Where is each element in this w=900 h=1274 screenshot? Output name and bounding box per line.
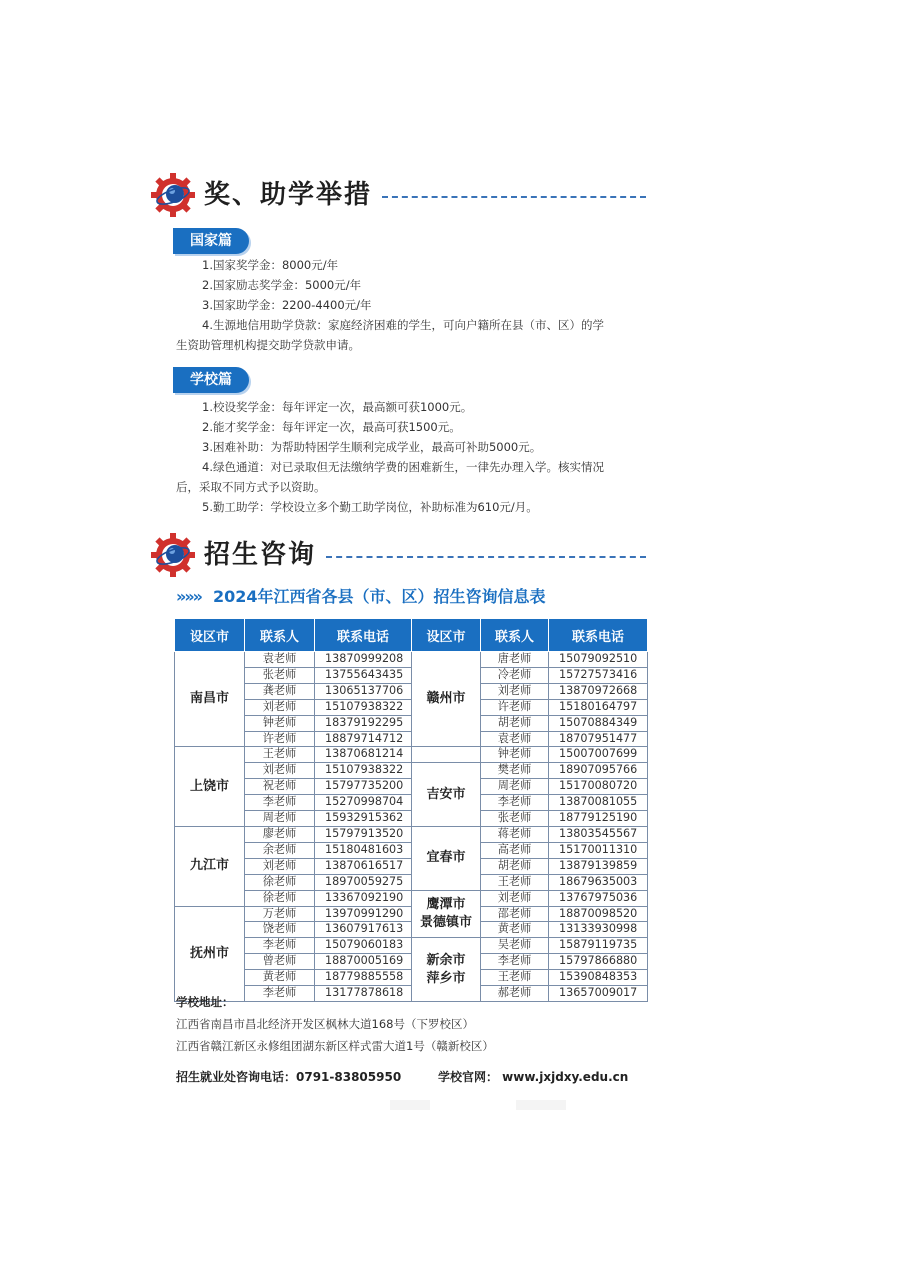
- gear-globe-icon: [150, 172, 196, 218]
- contact-name-cell: 张老师: [245, 667, 315, 683]
- table-row: [175, 715, 648, 731]
- table-row: [175, 763, 648, 779]
- contact-name-cell: 李老师: [245, 986, 315, 1002]
- gear-globe-icon: [150, 532, 196, 578]
- contact-name-cell: 吴老师: [481, 938, 549, 954]
- contact-name-cell: 刘老师: [481, 683, 549, 699]
- contact-name-cell: 刘老师: [481, 890, 549, 906]
- contact-phone-cell: 15170080720: [549, 779, 648, 795]
- table-row: [175, 842, 648, 858]
- contact-name-cell: 周老师: [481, 779, 549, 795]
- contact-phone-cell: 15079060183: [315, 938, 412, 954]
- list-item: 生资助管理机构提交助学贷款申请。: [176, 338, 360, 352]
- table-row: [175, 922, 648, 938]
- table-row: [175, 699, 648, 715]
- city-cell: 南昌市: [175, 652, 245, 747]
- dashed-divider: [326, 556, 646, 558]
- contact-name-cell: 唐老师: [481, 652, 549, 668]
- contact-name-cell: 袁老师: [245, 652, 315, 668]
- city-cell: 新余市 萍乡市: [412, 938, 481, 1002]
- contact-phone-cell: 15727573416: [549, 667, 648, 683]
- contact-name-cell: 黄老师: [481, 922, 549, 938]
- table-row: [175, 731, 648, 747]
- contact-phone-cell: 15007007699: [549, 747, 648, 763]
- contact-name-cell: 李老师: [481, 954, 549, 970]
- contact-phone-cell: 15270998704: [315, 795, 412, 811]
- contact-phone-cell: 13870616517: [315, 858, 412, 874]
- table-row: [175, 890, 648, 906]
- city-cell: 九江市: [175, 826, 245, 906]
- table-row: [175, 938, 648, 954]
- contact-phone-cell: 15797735200: [315, 779, 412, 795]
- contact-phone-cell: 18707951477: [549, 731, 648, 747]
- contact-phone-cell: 18870005169: [315, 954, 412, 970]
- contact-name-cell: 刘老师: [245, 763, 315, 779]
- header-cell: 联系电话: [549, 619, 648, 652]
- contact-phone-cell: 13870081055: [549, 795, 648, 811]
- table-row: [175, 652, 648, 668]
- contact-name-cell: 郝老师: [481, 986, 549, 1002]
- list-item: 4.绿色通道：对已录取但无法缴纳学费的困难新生，一律先办理入学。核实情况: [202, 460, 604, 474]
- faint-mark: [516, 1100, 566, 1110]
- contact-name-cell: 徐老师: [245, 874, 315, 890]
- contact-name-cell: 张老师: [481, 811, 549, 827]
- contact-name-cell: 余老师: [245, 842, 315, 858]
- contact-name-cell: 龚老师: [245, 683, 315, 699]
- table-row: [175, 747, 648, 763]
- table-row: [175, 667, 648, 683]
- table-title: [176, 584, 546, 607]
- contact-name-cell: 饶老师: [245, 922, 315, 938]
- section-title: 招生咨询: [204, 540, 317, 570]
- contact-phone-cell: 13367092190: [315, 890, 412, 906]
- contact-phone-cell: 15797866880: [549, 954, 648, 970]
- table-row: [175, 779, 648, 795]
- contact-phone-cell: 18679635003: [549, 874, 648, 890]
- school-tag: 学校篇: [173, 367, 249, 393]
- school-list: [176, 397, 676, 517]
- section-heading-consult: [150, 532, 650, 578]
- contact-phone-cell: 15932915362: [315, 811, 412, 827]
- list-item: 1.校设奖学金：每年评定一次，最高额可获1000元。: [202, 400, 473, 414]
- table-row: [175, 906, 648, 922]
- table-row: [175, 826, 648, 842]
- contact-name-cell: 许老师: [481, 699, 549, 715]
- city-cell: 吉安市: [412, 763, 481, 827]
- contact-name-cell: 李老师: [245, 938, 315, 954]
- list-item: 4.生源地信用助学贷款：家庭经济困难的学生，可向户籍所在县（市、区）的学: [202, 318, 604, 332]
- contact-phone-cell: 13755643435: [315, 667, 412, 683]
- table-row: [175, 795, 648, 811]
- contact-phone-cell: 13870681214: [315, 747, 412, 763]
- address-line: 江西省南昌市昌北经济开发区枫林大道168号（下罗校区）: [176, 1017, 474, 1031]
- contact-name-cell: 樊老师: [481, 763, 549, 779]
- header-cell: 联系电话: [315, 619, 412, 652]
- contact-phone-cell: 18879714712: [315, 731, 412, 747]
- contact-name-cell: 邵老师: [481, 906, 549, 922]
- contact-name-cell: 高老师: [481, 842, 549, 858]
- contact-phone-cell: 13767975036: [549, 890, 648, 906]
- contact-phone-cell: 15879119735: [549, 938, 648, 954]
- hotline-text: 招生就业处咨询电话：0791-83805950: [176, 1070, 402, 1084]
- contact-phone-cell: 15107938322: [315, 699, 412, 715]
- contact-phone-cell: 15070884349: [549, 715, 648, 731]
- contact-name-cell: 曾老师: [245, 954, 315, 970]
- contact-name-cell: 徐老师: [245, 890, 315, 906]
- contact-phone-cell: 15180164797: [549, 699, 648, 715]
- city-cell: 抚州市: [175, 906, 245, 1001]
- contact-phone-cell: 13065137706: [315, 683, 412, 699]
- city-cell: 宜春市: [412, 826, 481, 890]
- contact-name-cell: 刘老师: [245, 699, 315, 715]
- table-row: [175, 874, 648, 890]
- contact-phone-cell: 15079092510: [549, 652, 648, 668]
- contact-phone-cell: 18779885558: [315, 970, 412, 986]
- contact-phone-cell: 13133930998: [549, 922, 648, 938]
- contact-name-cell: 王老师: [481, 874, 549, 890]
- table-header-row: [175, 619, 648, 652]
- header-cell: 设区市: [412, 619, 481, 652]
- contact-name-cell: 王老师: [481, 970, 549, 986]
- contact-name-cell: 钟老师: [481, 747, 549, 763]
- list-item: 3.困难补助：为帮助特困学生顺利完成学业，最高可补助5000元。: [202, 440, 542, 454]
- list-item: 5.勤工助学：学校设立多个勤工助学岗位，补助标准为610元/月。: [202, 500, 538, 514]
- contact-phone-cell: 15797913520: [315, 826, 412, 842]
- contact-phone-cell: 13970991290: [315, 906, 412, 922]
- website-text: 学校官网： www.jxjdxy.edu.cn: [438, 1070, 629, 1084]
- table-title-text: 2024年江西省各县（市、区）招生咨询信息表: [213, 587, 546, 606]
- address-label: 学校地址：: [176, 995, 234, 1009]
- header-cell: 联系人: [245, 619, 315, 652]
- contact-name-cell: 黄老师: [245, 970, 315, 986]
- contact-name-cell: 万老师: [245, 906, 315, 922]
- contact-name-cell: 蒋老师: [481, 826, 549, 842]
- contact-name-cell: 周老师: [245, 811, 315, 827]
- contact-phone-cell: 15107938322: [315, 763, 412, 779]
- contact-phone-cell: 18870098520: [549, 906, 648, 922]
- contact-phone-cell: 13177878618: [315, 986, 412, 1002]
- contact-phone-cell: 18970059275: [315, 874, 412, 890]
- contact-phone-cell: 13803545567: [549, 826, 648, 842]
- contact-name-cell: 胡老师: [481, 715, 549, 731]
- list-item: 1.国家奖学金：8000元/年: [202, 258, 339, 272]
- list-item: 后，采取不同方式予以资助。: [176, 480, 326, 494]
- header-cell: 设区市: [175, 619, 245, 652]
- header-cell: 联系人: [481, 619, 549, 652]
- city-cell-empty: [412, 747, 481, 763]
- list-item: 2.能才奖学金：每年评定一次，最高可获1500元。: [202, 420, 461, 434]
- city-cell: 上饶市: [175, 747, 245, 827]
- list-item: 2.国家励志奖学金：5000元/年: [202, 278, 362, 292]
- contact-name-cell: 李老师: [245, 795, 315, 811]
- address-line: 江西省赣江新区永修组团湖东新区样式雷大道1号（赣新校区）: [176, 1039, 494, 1053]
- table-row: [175, 811, 648, 827]
- contact-phone-cell: 15170011310: [549, 842, 648, 858]
- contact-name-cell: 袁老师: [481, 731, 549, 747]
- contact-name-cell: 李老师: [481, 795, 549, 811]
- table-row: [175, 954, 648, 970]
- contact-table: [174, 618, 648, 1002]
- contact-name-cell: 许老师: [245, 731, 315, 747]
- contact-phone-cell: 18379192295: [315, 715, 412, 731]
- table-row: [175, 858, 648, 874]
- contact-phone-cell: 13870972668: [549, 683, 648, 699]
- faint-mark: [390, 1100, 430, 1110]
- contact-name-cell: 祝老师: [245, 779, 315, 795]
- contact-name-cell: 刘老师: [245, 858, 315, 874]
- city-cell: 鹰潭市 景德镇市: [412, 890, 481, 938]
- table-row: [175, 970, 648, 986]
- table-row: [175, 683, 648, 699]
- contact-name-cell: 胡老师: [481, 858, 549, 874]
- contact-phone-cell: 13657009017: [549, 986, 648, 1002]
- contact-phone-cell: 18907095766: [549, 763, 648, 779]
- list-item: 3.国家助学金：2200-4400元/年: [202, 298, 372, 312]
- dashed-divider: [382, 196, 646, 198]
- contact-name-cell: 钟老师: [245, 715, 315, 731]
- contact-phone-cell: 13870999208: [315, 652, 412, 668]
- city-cell: 赣州市: [412, 652, 481, 747]
- contact-phone-cell: 13607917613: [315, 922, 412, 938]
- national-list: [176, 255, 676, 355]
- section-title: 奖、助学举措: [204, 180, 373, 210]
- contact-phone-cell: 15390848353: [549, 970, 648, 986]
- contact-phone-cell: 13879139859: [549, 858, 648, 874]
- contact-phone-cell: 18779125190: [549, 811, 648, 827]
- contact-phone-cell: 15180481603: [315, 842, 412, 858]
- national-tag: 国家篇: [173, 228, 249, 254]
- arrows-icon: »»»: [176, 587, 202, 606]
- table-row: [175, 986, 648, 1002]
- contact-name-cell: 冷老师: [481, 667, 549, 683]
- section-heading-scholarship: [150, 172, 650, 218]
- contact-name-cell: 王老师: [245, 747, 315, 763]
- contact-name-cell: 廖老师: [245, 826, 315, 842]
